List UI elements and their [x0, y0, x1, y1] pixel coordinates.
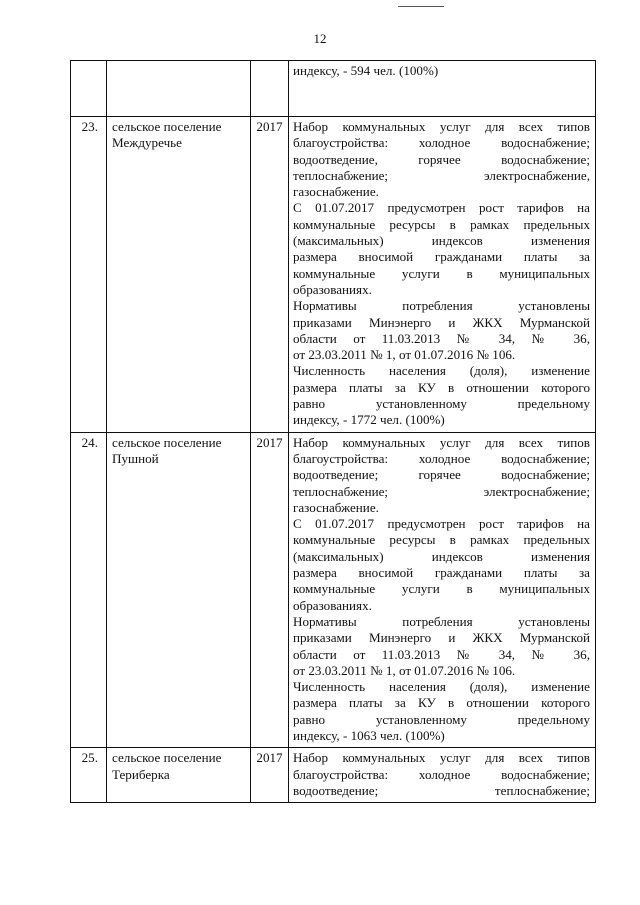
description-line: приказами Минэнерго и ЖКХ Мурманской: [293, 630, 590, 646]
description-line: С 01.07.2017 предусмотрен рост тарифов на: [293, 516, 590, 532]
description-line: коммунальные услуги в муниципальных: [293, 581, 590, 597]
row-year: [251, 61, 289, 117]
description-line: образованиях.: [293, 597, 372, 613]
description-line: благоустройства: холодное водоснабжение;: [293, 135, 590, 151]
description-line: Набор коммунальных услуг для всех типов: [293, 119, 590, 134]
description-line: водоотведение, горячее водоснабжение;: [293, 151, 590, 167]
tariff-table: [70, 60, 596, 803]
description-line: области от 11.03.2013 № 34, № 36,: [293, 646, 590, 662]
table-row: [71, 117, 596, 433]
description-line: образованиях.: [293, 281, 372, 297]
description-line: коммунальные ресурсы в рамках предельных: [293, 216, 590, 232]
row-year: 2017: [251, 748, 289, 803]
description-line: Набор коммунальных услуг для всех типов: [293, 434, 590, 450]
description-line: Численность населения (доля), изменение: [293, 363, 590, 379]
row-number: 25.: [71, 748, 107, 803]
description-line: размера платы за КУ в отношении которого: [293, 379, 590, 395]
description-line: размера вносимой гражданами платы за: [293, 565, 590, 581]
description-line: С 01.07.2017 предусмотрен рост тарифов на: [293, 200, 590, 216]
municipality-name: сельское поселение Пушной: [107, 432, 251, 748]
description-line: индексу, - 1772 чел. (100%): [293, 412, 445, 428]
description-line: от 23.03.2011 № 1, от 01.07.2016 № 106.: [293, 347, 516, 363]
municipality-name: сельское поселение Междуречье: [107, 117, 251, 433]
row-description: [289, 61, 596, 117]
description-line: (максимальных) индексов изменения: [293, 548, 590, 564]
table-row: [71, 432, 596, 748]
description-line: области от 11.03.2013 № 34, № 36,: [293, 330, 590, 346]
municipality-name: сельское поселение Териберка: [107, 748, 251, 803]
description-line: от 23.03.2011 № 1, от 01.07.2016 № 106.: [293, 662, 516, 678]
description-line: коммунальные ресурсы в рамках предельных: [293, 532, 590, 548]
description-line: индексу, - 594 чел. (100%): [293, 63, 439, 78]
row-year: 2017: [251, 117, 289, 433]
municipality-name: [107, 61, 251, 117]
top-edge-mark: [398, 6, 444, 7]
description-line: коммунальные услуги в муниципальных: [293, 265, 590, 281]
description-line: индексу, - 1063 чел. (100%): [293, 727, 445, 743]
description-line: Набор коммунальных услуг для всех типов: [293, 750, 590, 766]
description-line: Нормативы потребления установлены: [293, 613, 590, 629]
description-line: газоснабжение.: [293, 499, 379, 515]
description-line: теплоснабжение; электроснабжение,: [293, 167, 590, 183]
page-number: 12: [313, 31, 327, 46]
table-row: [71, 61, 596, 117]
row-number: 24.: [71, 432, 107, 748]
description-line: теплоснабжение; электроснабжение;: [293, 483, 590, 499]
description-line: благоустройства: холодное водоснабжение;: [293, 766, 590, 782]
description-line: Нормативы потребления установлены: [293, 298, 590, 314]
description-line: водоотведение; горячее водоснабжение;: [293, 467, 590, 483]
row-description: [289, 432, 596, 748]
description-line: равно установленному предельному: [293, 396, 590, 412]
table-row: [71, 748, 596, 803]
description-line: равно установленному предельному: [293, 711, 590, 727]
description-line: размера платы за КУ в отношении которого: [293, 695, 590, 711]
description-line: благоустройства: холодное водоснабжение;: [293, 450, 590, 466]
description-line: размера вносимой гражданами платы за: [293, 249, 590, 265]
description-line: Численность населения (доля), изменение: [293, 679, 590, 695]
description-line: газоснабжение.: [293, 184, 379, 200]
row-number: [71, 61, 107, 117]
row-description: [289, 748, 596, 803]
row-description: [289, 117, 596, 433]
description-line: (максимальных) индексов изменения: [293, 233, 590, 249]
row-number: 23.: [71, 117, 107, 433]
row-year: 2017: [251, 432, 289, 748]
description-line: приказами Минэнерго и ЖКХ Мурманской: [293, 314, 590, 330]
description-line: водоотведение; теплоснабжение;: [293, 782, 590, 798]
